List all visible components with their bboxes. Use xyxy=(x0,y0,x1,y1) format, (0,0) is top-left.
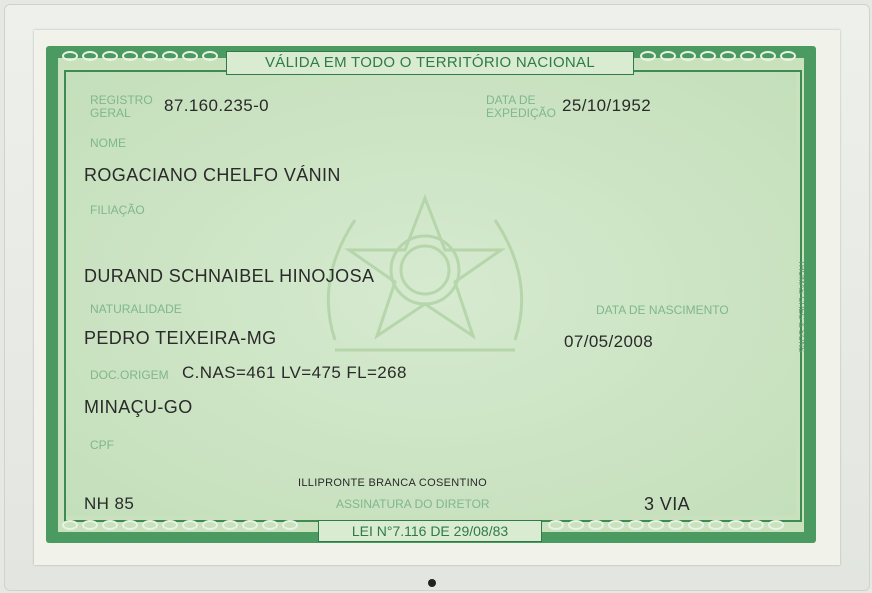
top-chain-right xyxy=(640,51,796,61)
doc-city: MINAÇU-GO xyxy=(84,397,193,417)
birthdate-value: 07/05/2008 xyxy=(564,332,654,351)
rg-label-1: REGISTRO xyxy=(90,93,153,107)
punch-mark xyxy=(428,579,436,587)
nh-value: NH 85 xyxy=(84,494,135,513)
rg-label-2: GERAL xyxy=(90,106,131,120)
bottom-chain-left xyxy=(62,520,298,530)
birthplace-label: NATURALIDADE xyxy=(90,302,182,316)
name-value: ROGACIANO CHELFO VÁNIN xyxy=(84,165,341,185)
birthdate-label: DATA DE NASCIMENTO xyxy=(596,303,729,317)
top-chain-left xyxy=(62,51,218,61)
filiation-label: FILIAÇÃO xyxy=(90,203,145,217)
director-name: ILLIPRONTE BRANCA COSENTINO xyxy=(298,477,488,489)
exp-label-1: DATA DE xyxy=(486,93,536,107)
side-imprint: THOMAS GREG & SONS xyxy=(797,260,806,353)
name-label: NOME xyxy=(90,136,126,150)
exp-label-2: EXPEDIÇÃO xyxy=(486,106,557,120)
birthplace-value: PEDRO TEIXEIRA-MG xyxy=(84,328,277,348)
signature-label: ASSINATURA DO DIRETOR xyxy=(336,497,490,511)
cpf-label: CPF xyxy=(90,438,114,452)
filiation-value: DURAND SCHNAIBEL HINOJOSA xyxy=(84,266,375,286)
footer-banner: LEI N°7.116 DE 29/08/83 xyxy=(318,520,542,542)
bottom-chain-right xyxy=(548,520,784,530)
rg-value: 87.160.235-0 xyxy=(164,96,269,115)
header-banner: VÁLIDA EM TODO O TERRITÓRIO NACIONAL xyxy=(226,51,634,75)
exp-value: 25/10/1952 xyxy=(562,96,652,115)
doc-value: C.NAS=461 LV=475 FL=268 xyxy=(182,363,407,382)
doc-label: DOC.ORIGEM xyxy=(90,368,169,382)
copy-value: 3 VIA xyxy=(644,494,691,514)
